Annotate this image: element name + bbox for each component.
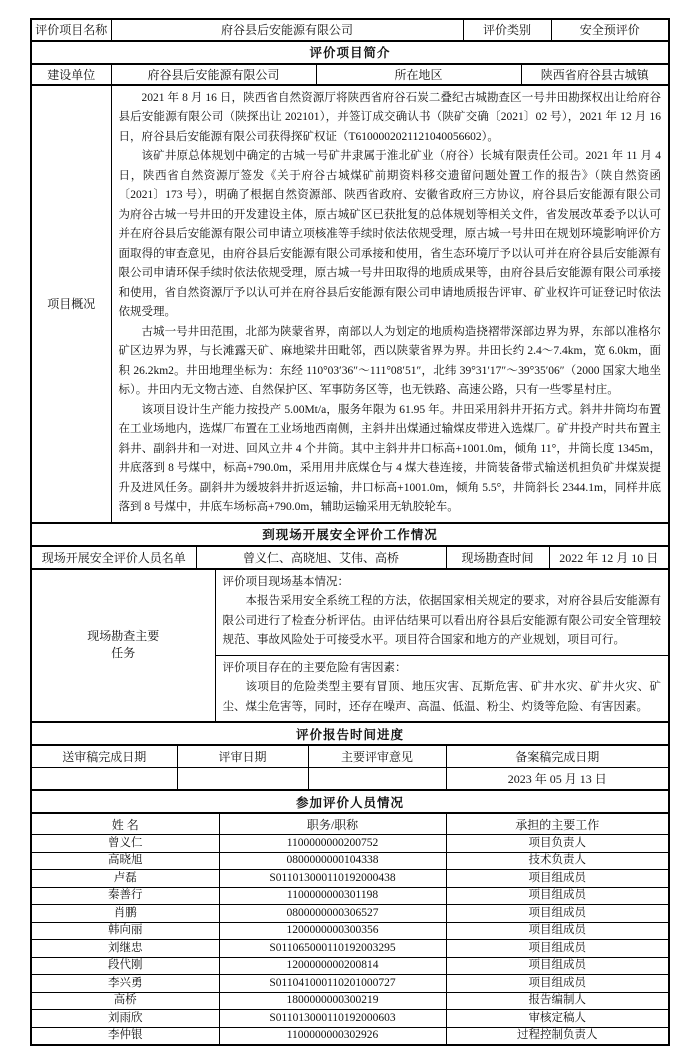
participant-title-number: 0800000000104338 bbox=[219, 852, 446, 870]
participant-title-number: 1100000000200752 bbox=[219, 835, 446, 853]
participant-title-number: 1200000000300356 bbox=[219, 922, 446, 940]
participant-title-number: S011013000110192000603 bbox=[219, 1010, 446, 1028]
survey-task-block-1 bbox=[215, 569, 669, 655]
participant-title-number: S011065000110192003295 bbox=[219, 940, 446, 958]
participant-name: 卢磊 bbox=[31, 870, 219, 888]
survey-task-label bbox=[31, 569, 215, 722]
participant-work: 项目组成员 bbox=[446, 887, 669, 905]
participant-row bbox=[31, 887, 669, 905]
survey-task-label-text: 现场勘查主要任务 bbox=[87, 629, 160, 661]
participant-row bbox=[31, 905, 669, 923]
participant-row bbox=[31, 922, 669, 940]
schedule-section-header bbox=[30, 722, 670, 745]
participant-row bbox=[31, 1010, 669, 1028]
participant-work: 项目组成员 bbox=[446, 905, 669, 923]
participant-name: 高晓旭 bbox=[31, 852, 219, 870]
overview-paragraph: 该矿井原总体规划中确定的古城一号矿井隶属于淮北矿业（府谷）长城有限责任公司。2021 年 11 月 4 日，陕西省自然资源厅签发《关于府谷古城煤矿前期资料移交遗留问题处置工作的报告》（陕自然资函〔2021〕173 号），明确了根据自然资源部、陕西省政府、安徽省政府三方协议，府谷县后安能源有限公司为府谷古城一号井田的开发建设主体，原古城矿区已获批复的总体规划等相关文件，省发展改革委予以认可并在府谷县后安能源有限公司申请立项核准等手续时依法依规受理，原古城一号井田在规划环境影响评价方面取得的审查意见，由府谷县后安能源有限公司承接和使用，省生态环境厅予以认可并在府谷县后安能源有限公司申请环保手续时依法依规受理，原古城一号井田取得的地质成果等，由府谷县后安能源有限公司承接和使用，省自然资源厅予以认可并在府谷县后安能源有限公司申请地质报告评审、矿业权许可证登记时依法依规受理。 bbox=[118, 150, 661, 318]
participant-name: 高桥 bbox=[31, 992, 219, 1010]
participants-header-work: 承担的主要工作 bbox=[446, 814, 669, 835]
survey-time-value: 2022 年 12 月 10 日 bbox=[549, 546, 669, 568]
schedule-value-cell: 2023 年 05 月 13 日 bbox=[446, 768, 669, 790]
eval-category-label: 评价类别 bbox=[463, 19, 551, 40]
schedule-value-cell bbox=[308, 768, 446, 790]
participant-name: 肖鹏 bbox=[31, 905, 219, 923]
schedule-section-title: 评价报告时间进度 bbox=[31, 723, 669, 745]
participant-row bbox=[31, 870, 669, 888]
survey-time-label: 现场勘查时间 bbox=[446, 546, 549, 568]
project-title-table bbox=[30, 18, 670, 41]
schedule-value-cell bbox=[31, 768, 177, 790]
location-label: 所在地区 bbox=[316, 64, 521, 84]
participant-name: 李仲银 bbox=[31, 1027, 219, 1045]
builder-label: 建设单位 bbox=[31, 64, 111, 84]
participant-work: 报告编制人 bbox=[446, 992, 669, 1010]
participant-row bbox=[31, 957, 669, 975]
sitework-section-title: 到现场开展安全评价工作情况 bbox=[31, 523, 669, 545]
participant-name: 李兴勇 bbox=[31, 975, 219, 993]
participant-work: 技术负责人 bbox=[446, 852, 669, 870]
participant-name: 段代刚 bbox=[31, 957, 219, 975]
participants-table bbox=[30, 813, 670, 1046]
participant-title-number: S011041000110201000727 bbox=[219, 975, 446, 993]
builder-row-table bbox=[30, 64, 670, 85]
participant-work: 项目组成员 bbox=[446, 940, 669, 958]
schedule-header-cell: 送审稿完成日期 bbox=[31, 746, 177, 768]
overview-label: 项目概况 bbox=[31, 85, 111, 522]
participant-title-number: 0800000000306527 bbox=[219, 905, 446, 923]
participant-row bbox=[31, 975, 669, 993]
intro-section-title: 评价项目简介 bbox=[31, 41, 669, 63]
task-block1-title: 评价项目现场基本情况： bbox=[222, 575, 349, 588]
participant-work: 项目组成员 bbox=[446, 922, 669, 940]
overview-text bbox=[111, 85, 669, 522]
participant-row bbox=[31, 992, 669, 1010]
participant-name: 韩向丽 bbox=[31, 922, 219, 940]
schedule-value-cell bbox=[177, 768, 308, 790]
participant-title-number: 1100000000301198 bbox=[219, 887, 446, 905]
survey-task-block-2 bbox=[215, 655, 669, 722]
location-value: 陕西省府谷县古城镇 bbox=[521, 64, 669, 84]
schedule-header-cell: 主要评审意见 bbox=[308, 746, 446, 768]
task-block2-body: 该项目的危险类型主要有冒顶、地压灾害、瓦斯危害、矿井水灾、矿井火灾、矿尘、煤尘危害等，同时，还存在噪声、高温、低温、粉尘、灼烫等危险、有害因素。 bbox=[222, 681, 661, 713]
participant-work: 审核定稿人 bbox=[446, 1010, 669, 1028]
participant-row bbox=[31, 852, 669, 870]
overview-paragraph: 古城一号井田范围，北部为陕蒙省界，南部以人为划定的地质构造挠褶带深部边界为界，东部以准格尔矿区边界为界，与长滩露天矿、麻地梁井田毗邻，西以陕蒙省界为界。井田长约 2.4～7.4km，宽 6.0km，面积 26.2km2。井田地理坐标为：东经 110°03′36″～111°08′51″，北纬 39°31′17″～39°35′06″（2000 国家大地坐标）。井田内无文物古迹、自然保护区、军事防务区等，也无铁路、高速公路，只有一些零星村庄。 bbox=[118, 325, 661, 396]
participant-row bbox=[31, 1027, 669, 1045]
task-block1-body: 本报告采用安全系统工程的方法，依据国家相关规定的要求，对府谷县后安能源有限公司进行了检查分析评估。由评估结果可以看出府谷县后安能源有限公司安全管理较规范、事故风险处于可接受水平。项目符合国家和地方的产业规划，项目可行。 bbox=[222, 595, 661, 646]
eval-category-value: 安全预评价 bbox=[551, 19, 669, 40]
eval-project-name-value: 府谷县后安能源有限公司 bbox=[111, 19, 463, 40]
participants-section-title: 参加评价人员情况 bbox=[31, 791, 669, 813]
participant-title-number: S011013000110192000438 bbox=[219, 870, 446, 888]
participant-name: 秦善行 bbox=[31, 887, 219, 905]
eval-project-name-label: 评价项目名称 bbox=[31, 19, 111, 40]
project-overview-table bbox=[30, 85, 670, 523]
participant-title-number: 1100000000302926 bbox=[219, 1027, 446, 1045]
participant-work: 项目负责人 bbox=[446, 835, 669, 853]
intro-section-header bbox=[30, 41, 670, 64]
participant-name: 刘继忠 bbox=[31, 940, 219, 958]
schedule-table bbox=[30, 745, 670, 790]
builder-value: 府谷县后安能源有限公司 bbox=[111, 64, 316, 84]
participants-header-title: 职务/职称 bbox=[219, 814, 446, 835]
participant-row bbox=[31, 835, 669, 853]
participant-row bbox=[31, 940, 669, 958]
survey-staff-label: 现场开展安全评价人员名单 bbox=[31, 546, 196, 568]
participant-work: 项目组成员 bbox=[446, 870, 669, 888]
schedule-header-cell: 备案稿完成日期 bbox=[446, 746, 669, 768]
survey-staff-value: 曾义仁、高晓旭、艾伟、高桥 bbox=[196, 546, 446, 568]
participant-name: 曾义仁 bbox=[31, 835, 219, 853]
schedule-header-cell: 评审日期 bbox=[177, 746, 308, 768]
participant-title-number: 1200000000200814 bbox=[219, 957, 446, 975]
survey-staff-table bbox=[30, 546, 670, 569]
participant-work: 项目组成员 bbox=[446, 957, 669, 975]
sitework-section-header bbox=[30, 523, 670, 546]
document-table bbox=[30, 18, 670, 1046]
participants-section-header bbox=[30, 790, 670, 813]
participant-name: 刘雨欣 bbox=[31, 1010, 219, 1028]
overview-paragraph: 该项目设计生产能力按投产 5.00Mt/a，服务年限为 61.95 年。井田采用斜井开拓方式。斜井井筒均布置在工业场地内，选煤厂布置在工业场地西南侧，主斜井出煤通过输煤皮带进入选煤厂。矿井投产时共布置主斜井、副斜井和一对进、回风立井 4 个井筒。其中主斜井井口标高+1001.0m，倾角 11°，井筒长度 1345m，井底落到 8 号煤中，标高+790.0m，采用用井底煤仓与 4 煤大巷连接，井筒装备带式输送机担负矿井煤炭提升及进风任务。副斜井为缓坡斜井折返运输，井口标高+1001.0m，倾角 5.5°，井筒斜长 2344.1m，同样井底落到 8 号煤中，井底车场标高+790.0m，辅助运输采用无轨胶轮车。 bbox=[118, 403, 661, 513]
participant-work: 过程控制负责人 bbox=[446, 1027, 669, 1045]
participant-work: 项目组成员 bbox=[446, 975, 669, 993]
participant-title-number: 1800000000300219 bbox=[219, 992, 446, 1010]
participants-header-name: 姓 名 bbox=[31, 814, 219, 835]
overview-paragraph: 2021 年 8 月 16 日，陕西省自然资源厅将陕西省府谷石炭二叠纪古城勘查区一号井田勘探权出让给府谷县后安能源有限公司（陕探出让 202101），并签订成交确认书（陕矿交确〔2021〕02 号），2021 年 12 月 16 日，府谷县后安能源有限公司获得探矿权证（T6100002021121040056602）。 bbox=[118, 91, 661, 143]
task-block2-title: 评价项目存在的主要危险有害因素： bbox=[222, 661, 407, 674]
survey-task-table bbox=[30, 569, 670, 723]
